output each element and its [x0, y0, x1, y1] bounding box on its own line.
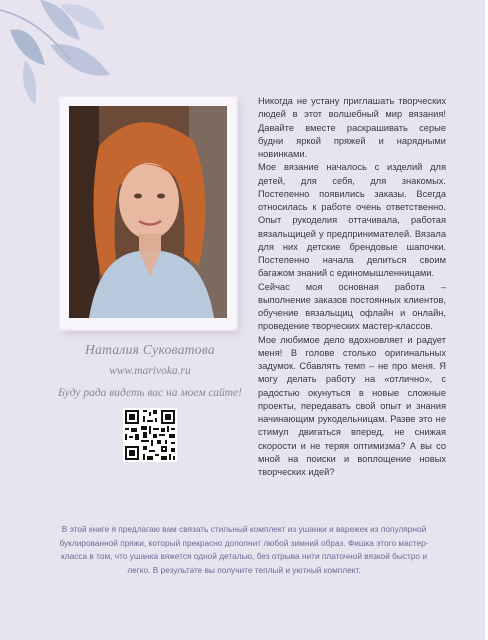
author-photo-frame	[60, 97, 236, 329]
author-caption	[40, 342, 260, 399]
author-website[interactable]: www.marivoka.ru	[109, 365, 191, 377]
book-intro-text: В этой книге я предлагаю вам связать стильный комплект из ушанки и варежек из популярной буклированной пряжи, который прекрасно дополнит любой зимний образ. Фишка этого мастер-класса в том, что ушанка вяжется одной деталью, без отрыва нити платочной вязкой быстро и легко. В результате вы получите теплый и уютный комплект.	[59, 524, 429, 575]
author-note: Буду рада видеть вас на моем сайте!	[57, 387, 242, 399]
bio-paragraph: Никогда не устану приглашать творческих людей в этот волшебный мир вязания! Давайте вместе раскрашивать серые будни яркой пряжей и нарядными новинками.	[258, 96, 446, 159]
qr-code-icon[interactable]	[123, 408, 177, 462]
biography-text	[258, 95, 446, 479]
bio-paragraph: Мое вязание началось с изделий для детей, для себя, для знакомых. Постепенно появились заказы. Всегда относилась к работе очень ответственно. Опыт рукоделия оттачивала, работая вязальщицей у предпринимателей. Вязала для них детские брендовые шапочки. Постепенно начала делиться своим багажом знаний с единомышленницами.	[258, 162, 446, 279]
bio-paragraph: Сейчас моя основная работа – выполнение заказов постоянных клиентов, обучение вязальщиц офлайн и онлайн, проведение творческих мастер-классов.	[258, 281, 446, 332]
bio-paragraph: Мое любимое дело вдохновляет и радует меня! В голове столько оригинальных задумок. Сбавлять темп – не про меня. Я могу делать работу на «отлично», с радостью окунуться в новые сложные проекты, передавать свой опыт и знания начинающим рукодельницам. Разве это не стимул двигаться вперед, не снижая скорости и не теряя оптимизма? А вы со мной на поиски и воплощение новых творческих идей?	[258, 334, 446, 477]
author-name: Наталия Суковатова	[85, 342, 215, 357]
leaf-illustration	[0, 0, 120, 110]
author-photo	[69, 106, 227, 318]
